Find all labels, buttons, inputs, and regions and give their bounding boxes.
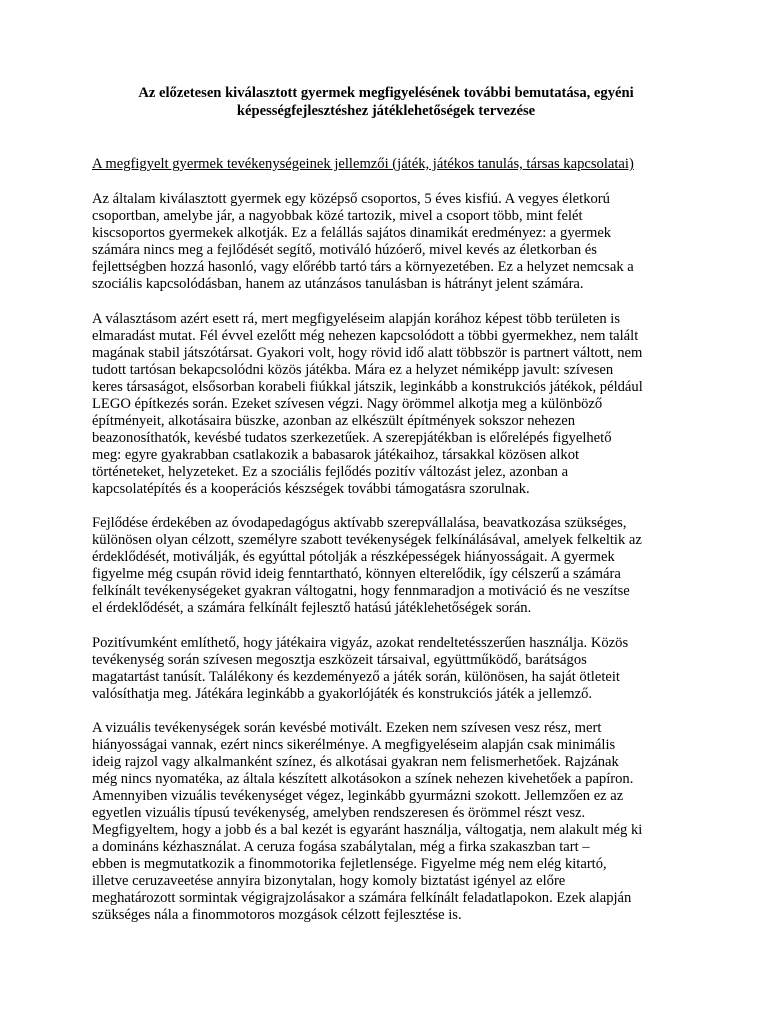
paragraph-line: beazonosíthatók, kevésbé tudatos szerkezetűek. A szerepjátékban is előrelépés figyelhető bbox=[92, 429, 612, 446]
paragraph-line: különösen olyan célzott, személyre szabott tevékenységek felkínálásával, amelyek felkeltik az bbox=[92, 532, 642, 548]
paragraph-line: ideig rajzol vagy alkalmanként színez, és alkotásai gyakran nem felismerhetőek. Rajzának bbox=[92, 754, 619, 770]
paragraph-line: szükséges nála a finommotoros mozgások célzott fejlesztése is. bbox=[92, 907, 462, 923]
paragraph-line: magatartást tanúsít. Találékony és kezdeményező a játék során, különösen, ha saját ötleteit bbox=[92, 668, 620, 685]
paragraph-line: meg: egyre gyakrabban csatlakozik a babasarok játékaihoz, társakkal közösen alkot bbox=[92, 446, 580, 463]
paragraph-line: a domináns kézhasználat. A ceruza fogása szabálytalan, még a firka szakaszban tart – bbox=[92, 839, 590, 855]
paragraph-line: csoportban, amelybe jár, a nagyobbak közé tartozik, mivel a csoport több, mint felét bbox=[92, 208, 583, 224]
paragraph-line: Amennyiben vizuális tevékenységet végez, leginkább gyurmázni szokott. Jellemzően ez az bbox=[92, 788, 624, 804]
document-body bbox=[92, 191, 680, 924]
title-line-1: Az előzetesen kiválasztott gyermek megfigyelésének további bemutatása, egyéni bbox=[138, 85, 634, 101]
paragraph-line: Fejlődése érdekében az óvodapedagógus aktívabb szerepvállalása, beavatkozása szükséges, bbox=[92, 515, 627, 531]
paragraph-line: Az általam kiválasztott gyermek egy középső csoportos, 5 éves kisfiú. A vegyes életkorú bbox=[92, 191, 610, 207]
paragraph-line: keres társaságot, elsősorban korabeli fiúkkal játszik, leginkább a konstrukciós játékok, például bbox=[92, 378, 643, 395]
paragraph-line: figyelme még csupán rövid ideig fenntartható, könnyen elterelődik, így célszerű a számára bbox=[92, 566, 621, 582]
paragraph-line: el érdeklődését, a számára felkínált fejlesztő hatású játéklehetőségek során. bbox=[92, 600, 532, 616]
paragraph-line: elmaradást mutat. Fél évvel ezelőtt még nehezen kapcsolódott a többi gyermekhez, nem talált bbox=[92, 327, 639, 344]
paragraph-line: egyetlen vizuális típusú tevékenység, amelyben rendszeresen és örömmel részt vesz. bbox=[92, 805, 586, 821]
paragraph-line: A vizuális tevékenységek során kevésbé motivált. Ezeken nem szívesen vesz rész, mert bbox=[92, 720, 602, 736]
paragraph-line: szociális kapcsolódásban, hanem az utánzásos tanulásban is hátrányt jelent számára. bbox=[92, 276, 584, 292]
paragraph-line: kiscsoportos gyermekek alkotják. Ez a felállás sajátos dinamikát eredményez: a gyermek bbox=[92, 225, 612, 241]
paragraph-line: érdeklődését, motiválják, és egyúttal pótolják a részképességek hiányosságait. A gyermek bbox=[92, 549, 615, 565]
paragraph-line: valósíthatja meg. Játékára leginkább a gyakorlójáték és konstrukciós játék a jellemző. bbox=[92, 685, 593, 702]
paragraph-line: tudott tartósan bekapcsolódni közös játékba. Mára ez a helyzet némiképp javult: szívesen bbox=[92, 361, 614, 378]
paragraph-line: kapcsolatépítés és a kooperációs készségek további támogatásra szorulnak. bbox=[92, 480, 530, 497]
paragraph-line: fejlettségben hozzá hasonló, vagy előrébb tartó társ a környezetében. Ez a helyzet nemcsak a bbox=[92, 259, 634, 275]
paragraph-line: A választásom azért esett rá, mert megfigyeléseim alapján korához képest több területen is bbox=[92, 310, 621, 327]
paragraph-line: ebben is megmutatkozik a finommotorika fejletlensége. Figyelme még nem elég kitartó, bbox=[92, 856, 607, 872]
paragraph-5 bbox=[92, 720, 680, 924]
paragraph-4 bbox=[92, 635, 680, 703]
paragraph-line: magának stabil játszótársat. Gyakori volt, hogy rövid idő alatt többször is partnert váltott, nem bbox=[92, 344, 643, 361]
section-subheading: A megfigyelt gyermek tevékenységeinek jellemzői (játék, játékos tanulás, társas kapcsolatai) bbox=[92, 156, 634, 172]
paragraph-line: számára nincs meg a fejlődését segítő, motiváló húzóerő, mivel kevés az életkorban és bbox=[92, 242, 597, 258]
paragraph-line: Pozitívumként említhető, hogy játékaira vigyáz, azokat rendeltetésszerűen használja. Közös bbox=[92, 634, 629, 651]
paragraph-line: építményeit, alkotásaira büszke, azonban az elkészült építmények sokszor nehezen bbox=[92, 412, 576, 429]
paragraph-3 bbox=[92, 515, 680, 617]
paragraph-line: történeteket, helyzeteket. Ez a szociális fejlődés pozitív változást jelez, azonban a bbox=[92, 463, 569, 480]
paragraph-line: felkínált tevékenységeket gyakran váltogatni, hogy fennmaradjon a motiváció és ne veszítse bbox=[92, 583, 630, 599]
paragraph-line: hiányosságai vannak, ezért nincs sikerélménye. A megfigyeléseim alapján csak minimális bbox=[92, 737, 616, 753]
paragraph-line: még nincs nyomatéka, az általa készített alkotásokon a színek nehezen kivehetőek a papíron. bbox=[92, 771, 634, 787]
paragraph-1 bbox=[92, 191, 680, 293]
paragraph-line: Megfigyeltem, hogy a jobb és a bal kezét is egyaránt használja, váltogatja, nem alakult még ki bbox=[92, 822, 643, 838]
paragraph-line: tevékenység során szívesen megosztja eszközeit társaival, együttműködő, barátságos bbox=[92, 651, 587, 668]
paragraph-line: meghatározott sormintak végigrajzolásakor a számára felkínált feladatlapokon. Ezek alapján bbox=[92, 890, 632, 906]
paragraph-2 bbox=[92, 311, 680, 498]
document-title bbox=[92, 84, 680, 120]
title-line-2: képességfejlesztéshez játéklehetőségek tervezése bbox=[236, 103, 536, 119]
paragraph-line: illetve ceruzaveetése annyira bizonytalan, hogy komoly biztatást igényel az előre bbox=[92, 873, 566, 889]
paragraph-line: LEGO építkezés során. Ezeket szívesen végzi. Nagy örömmel alkotja meg a különböző bbox=[92, 395, 603, 412]
